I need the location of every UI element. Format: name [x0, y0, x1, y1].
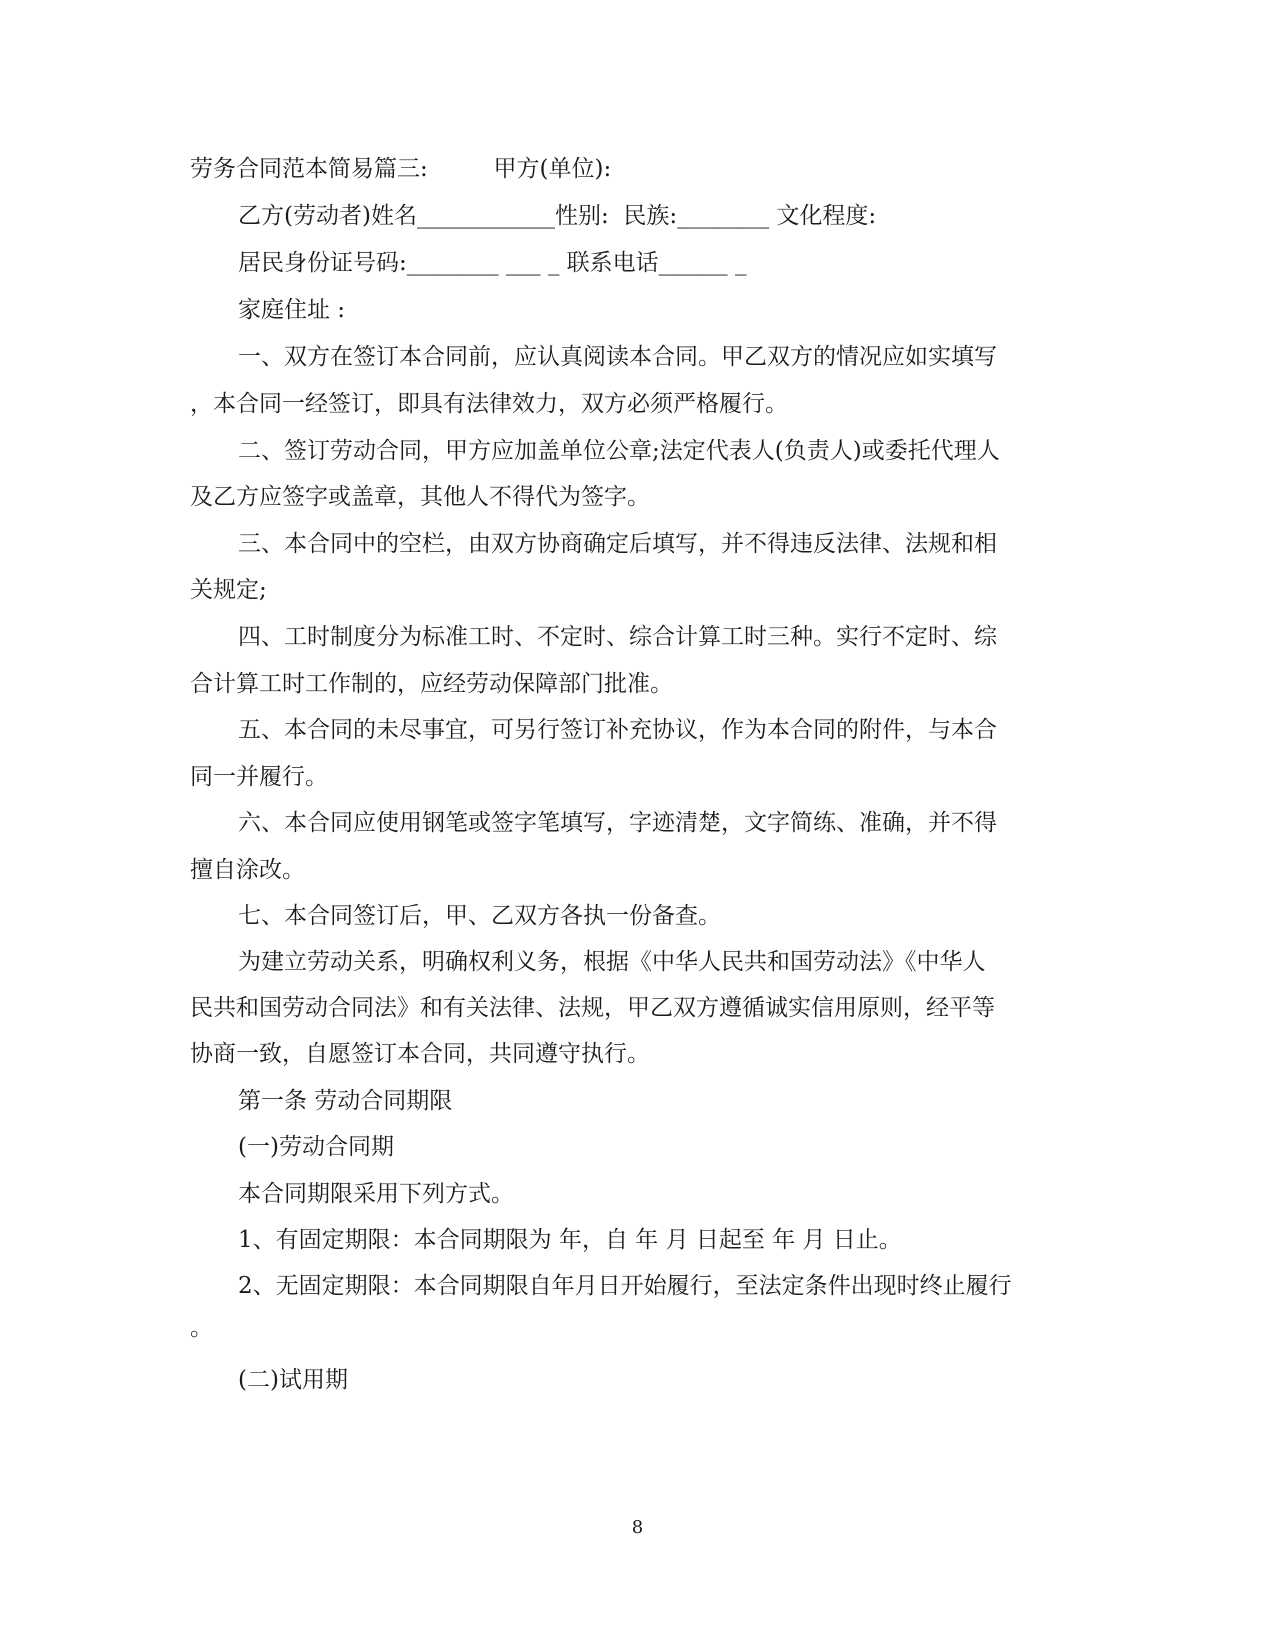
term-intro-line: 本合同期限采用下列方式。 [238, 1181, 514, 1207]
clause-1-line-a: 一、双方在签订本合同前，应认真阅读本合同。甲乙双方的情况应如实填写 [238, 344, 997, 370]
party-b-line: 乙方(劳动者)姓名____________性别: 民族:________ 文化程度: [238, 203, 877, 229]
fixed-term-line: 1、有固定期限：本合同期限为 年，自 年 月 日起至 年 月 日止。 [238, 1227, 902, 1253]
page-number: 8 [631, 1517, 644, 1538]
clause-5-line-b: 同一并履行。 [190, 764, 328, 790]
section-1-heading: (一)劳动合同期 [238, 1134, 394, 1160]
clause-4-line-b: 合计算工时工作制的，应经劳动保障部门批准。 [190, 671, 673, 697]
clause-6-line-b: 擅自涂改。 [190, 857, 305, 883]
open-term-line-b: 。 [190, 1315, 213, 1341]
clause-2-line-a: 二、签订劳动合同，甲方应加盖单位公章;法定代表人(负责人)或委托代理人 [238, 438, 1000, 464]
clause-2-line-b: 及乙方应签字或盖章，其他人不得代为签字。 [190, 484, 650, 510]
clause-1-line-b: ，本合同一经签订，即具有法律效力，双方必须严格履行。 [190, 391, 788, 417]
clause-7-line: 七、本合同签订后，甲、乙双方各执一份备查。 [238, 903, 721, 929]
clause-3-line-a: 三、本合同中的空栏，由双方协商确定后填写，并不得违反法律、法规和相 [238, 531, 997, 557]
id-phone-line: 居民身份证号码:________ ___ _ 联系电话______ _ [238, 250, 747, 276]
clause-3-line-b: 关规定; [190, 577, 267, 603]
clause-4-line-a: 四、工时制度分为标准工时、不定时、综合计算工时三种。实行不定时、综 [238, 624, 997, 650]
heading-line: 劳务合同范本简易篇三: 甲方(单位): [190, 156, 612, 182]
open-term-line-a: 2、无固定期限：本合同期限自年月日开始履行，至法定条件出现时终止履行 [238, 1273, 1012, 1299]
clause-6-line-a: 六、本合同应使用钢笔或签字笔填写，字迹清楚，文字简练、准确，并不得 [238, 810, 997, 836]
preamble-line-a: 为建立劳动关系，明确权利义务，根据《中华人民共和国劳动法》《中华人 [238, 949, 986, 975]
section-2-heading: (二)试用期 [238, 1367, 348, 1393]
address-line: 家庭住址 : [238, 297, 346, 323]
clause-5-line-a: 五、本合同的未尽事宜，可另行签订补充协议，作为本合同的附件，与本合 [238, 717, 997, 743]
preamble-line-c: 协商一致，自愿签订本合同，共同遵守执行。 [190, 1041, 650, 1067]
article-1-heading: 第一条 劳动合同期限 [238, 1088, 453, 1114]
preamble-line-b: 民共和国劳动合同法》和有关法律、法规，甲乙双方遵循诚实信用原则，经平等 [190, 995, 995, 1021]
